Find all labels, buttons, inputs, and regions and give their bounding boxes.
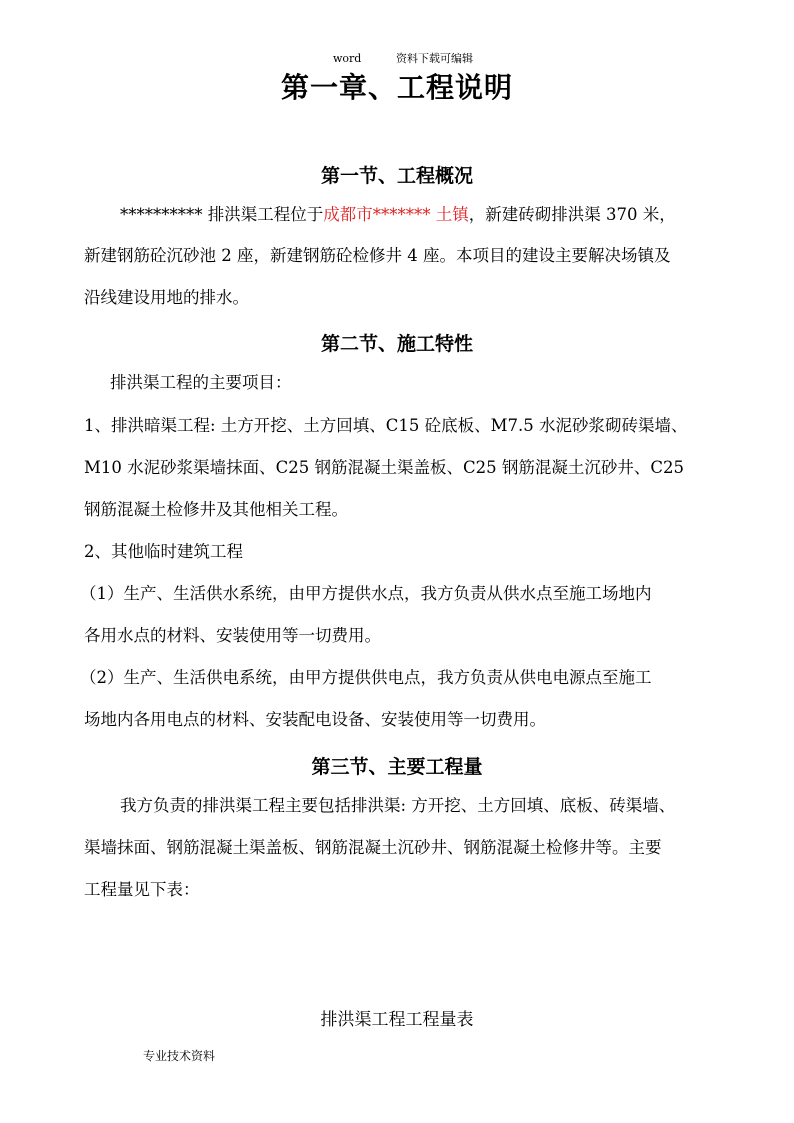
item2b-line2: 场地内各用电点的材料、安装配电设备、安装使用等一切费用。 [84,710,546,729]
item1-line3: 钢筋混凝土检修井及其他相关工程。 [84,500,348,519]
section2-title: 第二节、施工特性 [320,333,473,355]
item2a-line2: 各用水点的材料、安装使用等一切费用。 [84,626,381,645]
header-left: word [333,52,362,65]
item2b-line1: （2）生产、生活供电系统，由甲方提供供电点，我方负责从供电电源点至施工 [80,668,652,687]
location-highlight: 成都市******* 土镇 [323,205,469,224]
section1-line1-post: ，新建砖砌排洪渠 370 米， [468,205,676,224]
section3-line3: 工程量见下表： [84,880,200,899]
item2: 2、其他临时建筑工程 [84,542,243,561]
section1-line1 [120,205,676,225]
section1-title: 第一节、工程概况 [320,165,473,187]
section3-line2: 渠墙抹面、钢筋混凝土渠盖板、钢筋混凝土沉砂井、钢筋混凝土检修井等。主要 [84,838,662,857]
table-caption: 排洪渠工程工程量表 [320,1010,474,1030]
footer: 专业技术资料 [143,1049,216,1063]
header-right: 资料下载可编辑 [396,52,473,65]
section1-line2: 新建钢筋砼沉砂池 2 座，新建钢筋砼检修井 4 座。本项目的建设主要解决场镇及 [84,246,671,265]
chapter-title: 第一章、工程说明 [280,71,513,104]
item1-line2: M10 水泥砂浆渠墙抹面、C25 钢筋混凝土渠盖板、C25 钢筋混凝土沉砂井、C25 [84,458,684,477]
section3-line1: 我方负责的排洪渠工程主要包括排洪渠: 方开挖、土方回填、底板、砖渠墙、 [120,796,676,815]
section1-line3: 沿线建设用地的排水。 [84,288,249,307]
item1-line1: 1、排洪暗渠工程: 土方开挖、土方回填、C15 砼底板、M7.5 水泥砂浆砌砖渠墙、 [84,416,688,435]
section2-intro: 排洪渠工程的主要项目： [110,373,292,392]
item2a-line1: （1）生产、生活供水系统，由甲方提供水点，我方负责从供水点至施工场地内 [80,584,652,603]
section3-title: 第三节、主要工程量 [311,756,483,778]
section1-line1-pre: ********** 排洪渠工程位于 [120,205,324,224]
